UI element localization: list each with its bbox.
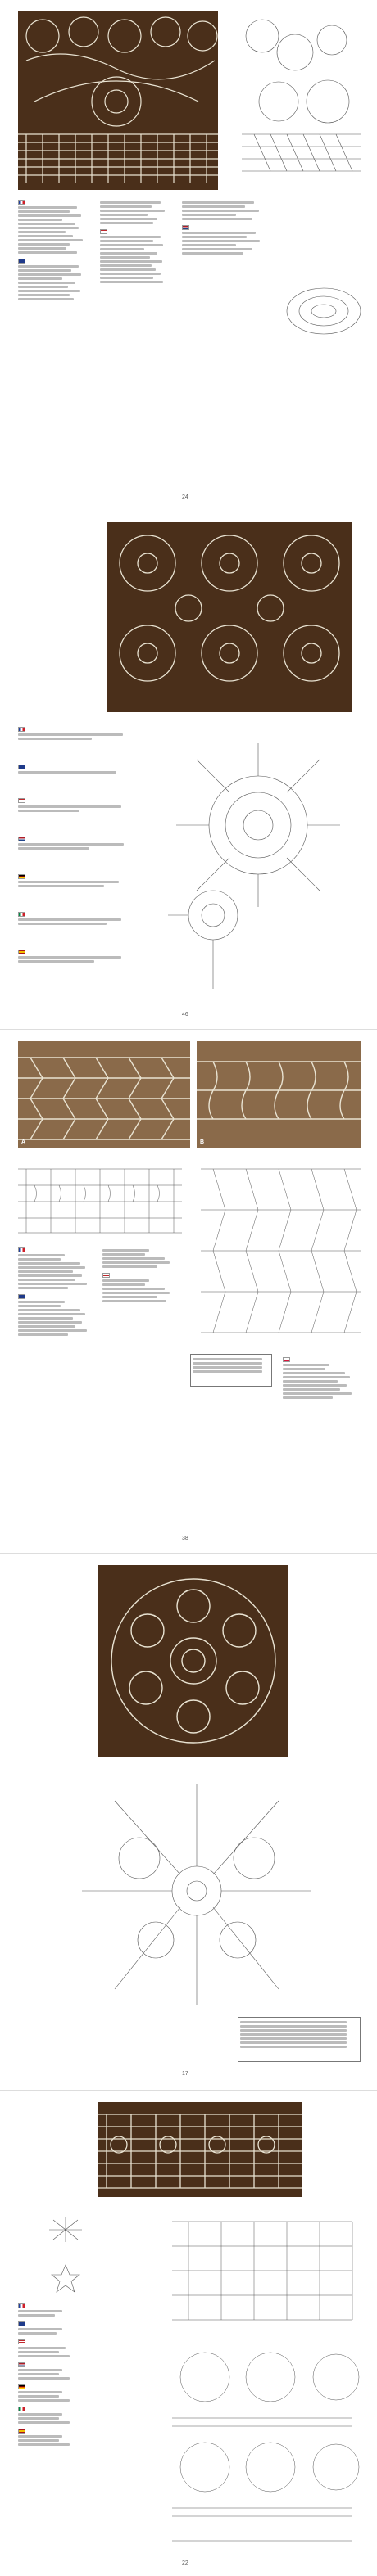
star-motif-diagram (49, 2262, 82, 2295)
lace-photo-b (197, 1041, 361, 1148)
instructions-col-3 (182, 200, 272, 256)
flag-usa-icon (102, 1273, 110, 1278)
stitch-chart-a (18, 1161, 182, 1234)
page-24 (0, 0, 377, 512)
flag-usa-icon (18, 798, 25, 803)
language-reference-box (190, 1354, 272, 1387)
lace-edging-image (18, 11, 218, 190)
page-22 (0, 2091, 377, 2576)
flag-usa-icon (18, 2339, 25, 2344)
page-number: 24 (182, 494, 188, 500)
instructions-col-2 (100, 200, 174, 285)
flag-netherlands-icon (18, 2362, 25, 2367)
motif-small-diagram (45, 2213, 86, 2246)
flag-usa-icon (100, 229, 107, 234)
instructions-text (18, 2303, 92, 2447)
flag-germany-icon (18, 874, 25, 879)
lace-photo (18, 11, 218, 190)
flag-spain-icon (18, 2429, 25, 2434)
doily-diagram (66, 1768, 328, 2014)
flag-france-icon (18, 727, 25, 732)
instructions-text (18, 727, 141, 964)
motif-diagram (164, 727, 352, 997)
flag-italy-icon (18, 2407, 25, 2411)
lace-diagram (238, 11, 367, 192)
page-46 (0, 512, 377, 1030)
photo-label-a: A (21, 1139, 26, 1145)
flag-france-icon (18, 200, 25, 205)
lace-photo-a (18, 1041, 190, 1148)
flag-poland-icon (283, 1357, 290, 1362)
page-number: 38 (182, 1536, 188, 1541)
page-number: 46 (182, 1012, 188, 1017)
flag-uk-icon (18, 259, 25, 264)
flag-netherlands-icon (18, 837, 25, 841)
motif-diagram (279, 278, 369, 344)
page-number: 17 (182, 2071, 188, 2077)
page-38 (0, 1030, 377, 1554)
language-reference-box (238, 2017, 361, 2062)
flag-uk-icon (18, 1294, 25, 1299)
lace-photo (98, 1565, 288, 1757)
instructions-col-1 (18, 200, 92, 302)
flag-germany-icon (18, 2384, 25, 2389)
lace-motifs-image (107, 522, 352, 712)
page-number: 22 (182, 2560, 188, 2566)
flag-france-icon (18, 1247, 25, 1252)
lace-doily-image (98, 1565, 288, 1757)
lace-photo (98, 2102, 302, 2197)
flag-italy-icon (18, 912, 25, 917)
flag-netherlands-icon (182, 225, 189, 230)
page-17 (0, 1554, 377, 2091)
instructions-col-1 (18, 1247, 96, 1338)
flag-uk-icon (18, 765, 25, 769)
lace-pattern-b-image (197, 1041, 361, 1148)
lace-border-image (98, 2102, 302, 2197)
photo-label-b: B (200, 1139, 205, 1145)
flag-uk-icon (18, 2321, 25, 2326)
lace-photo (107, 522, 352, 712)
instructions-col-2 (102, 1247, 180, 1304)
flag-spain-icon (18, 950, 25, 954)
instructions-col-3 (283, 1357, 361, 1401)
lace-pattern-a-image (18, 1041, 190, 1148)
flag-france-icon (18, 2303, 25, 2308)
border-stitch-diagram (164, 2213, 361, 2557)
stitch-chart-b (201, 1161, 361, 1341)
